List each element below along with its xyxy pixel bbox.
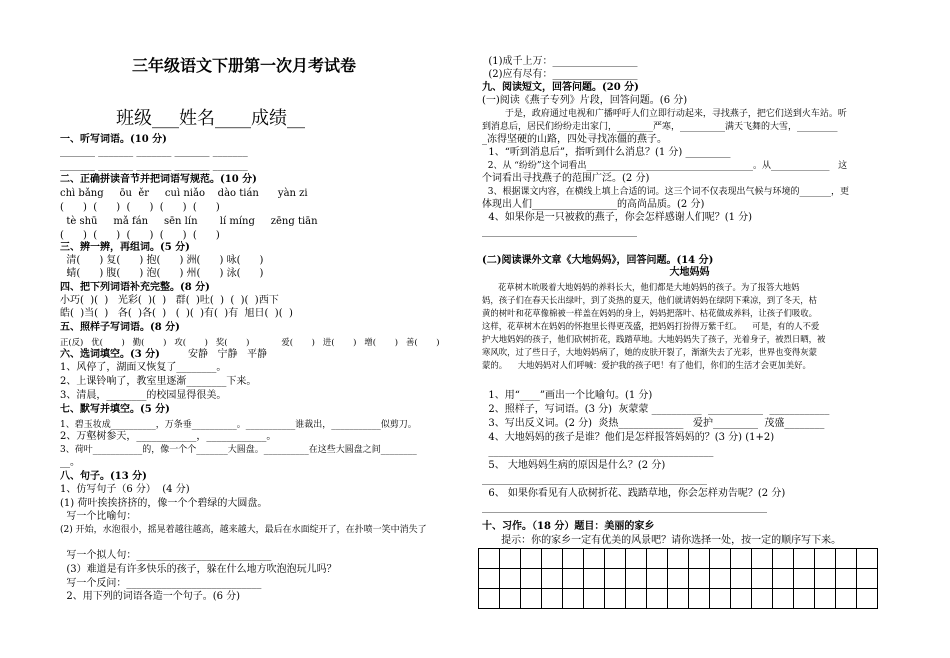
- article-line-2: 妈，孩子们在春天长出绿叶，到了炎热的夏天，他们就请妈妈在绿阴下乘凉，到了冬天，枯: [482, 295, 817, 305]
- grid-cell[interactable]: [731, 589, 752, 609]
- article-line-4: 这样，花草树木在妈妈的怀抱里长得更茂盛，把妈妈打扮得万紫千红。 可是，有的人不爱: [482, 321, 820, 331]
- antonym-row: 正(反) 优( ) 勤( ) 攻( ) 奖( ) 爱( ) 进( ) 增( ) 善( ): [60, 337, 440, 347]
- grid-cell[interactable]: [710, 549, 731, 569]
- reading-2-answer-line-4: _____________________________________________: [482, 446, 714, 457]
- section-6-heading: 六、选词填空。(3 分): [60, 349, 160, 360]
- pinyin-row-2: tè shū mǎ fán sēn lín lí míng zēng tiān: [60, 216, 318, 227]
- grid-cell[interactable]: [710, 589, 731, 609]
- metaphor-prompt: 写一个比喻句：: [60, 511, 137, 522]
- grid-cell[interactable]: [794, 589, 815, 609]
- grid-cell[interactable]: [857, 589, 878, 609]
- article-title: [482, 267, 897, 279]
- reading-2-question-3: 3、写出反义词。(2 分) 炎热_____________ 爱护_________ 茂盛________: [482, 418, 825, 429]
- section-8-heading: 八、句子。(13 分): [60, 471, 147, 482]
- grid-cell[interactable]: [500, 569, 521, 589]
- grid-cell[interactable]: [626, 549, 647, 569]
- reading-1-question-3-cont: 体现出人们_________________的高尚品质。(2 分): [482, 199, 705, 210]
- grid-cell[interactable]: [752, 549, 773, 569]
- grid-cell[interactable]: [500, 589, 521, 609]
- answer-brackets-row-1: ( ) ( ) ( ) ( ) ( ): [60, 202, 220, 213]
- section-4-heading: 四、把下列词语补充完整。(8 分): [60, 282, 210, 293]
- reading-1-question-4: 4、如果你是一只被救的燕子，你会怎样感谢人们呢？(1 分): [482, 212, 753, 223]
- word-choices: 安静 宁静 平静: [188, 349, 268, 360]
- reading-1-question-3: 3、根据课文内容，在横线上填上合适的词。这三个词不仅表现出气候与环境的_______，更: [482, 187, 849, 197]
- article-line-3: 黄的树叶和花草像棉被一样盖在妈妈的身上，妈妈把落叶、枯花做成养料，让孩子们吸收。: [482, 308, 817, 318]
- idiom-row-1: 小巧( )( ) 光彩( )( ) 群( )吐( ) ( )( )西下: [60, 295, 279, 306]
- section-7-heading: 七、默写并填空。(5 分): [60, 404, 170, 415]
- grid-cell[interactable]: [836, 589, 857, 609]
- reading-2-question-2: 2、照样子，写词语。(3 分) 灰蒙蒙 __________ ___________ ____________: [482, 404, 830, 415]
- section-2-heading: 二、正确拼读音节并把词语写规范。(10 分): [60, 174, 257, 185]
- composition-hint: 提示：你的家乡一定有优美的风景吧？请你选择一处，按一定的顺序写下来。: [482, 535, 842, 546]
- pinyin-row-1: chì bǎng ōu ěr cuì niǎo dào tián yàn zi: [60, 188, 308, 199]
- section-10-heading: 十、习作。（18 分）题目：美丽的家乡: [482, 521, 655, 532]
- reading-1-question-2: 2、从 “纷纷”这个词看出_____________________________________。从_____________ 这: [482, 161, 848, 171]
- grid-cell[interactable]: [731, 549, 752, 569]
- section-1-heading: 一、听写词语。(10 分): [60, 134, 167, 145]
- grid-cell[interactable]: [479, 569, 500, 589]
- dictation-blanks-1: _______ _______ _______ _______ _______: [60, 146, 248, 157]
- grid-cell[interactable]: [857, 549, 878, 569]
- fill-question-1: 1、风停了，湖面又恢复了________。: [60, 362, 227, 373]
- grid-cell[interactable]: [857, 569, 878, 589]
- grid-cell[interactable]: [794, 569, 815, 589]
- grid-cell[interactable]: [563, 589, 584, 609]
- grid-cell[interactable]: [479, 589, 500, 609]
- reading-1-question-2-cont: 个词看出寻找燕子的范围广泛。(2 分): [482, 173, 650, 184]
- grid-cell[interactable]: [836, 569, 857, 589]
- word-pairs-row-2: 蜻( ) 腹( ) 泡( ) 州( ) 泳( ): [60, 268, 264, 279]
- article-line-6: 寒风吹，过了些日子，大地妈妈病了，她的皮肤开裂了，渐渐失去了光彩，世界也变得灰蒙: [482, 347, 817, 357]
- grid-cell[interactable]: [563, 569, 584, 589]
- fill-question-3: 3、清晨，________的校园显得很美。: [60, 390, 227, 401]
- grid-cell[interactable]: [584, 569, 605, 589]
- grid-cell[interactable]: [752, 589, 773, 609]
- poem-question-3-cont: __。: [60, 457, 80, 468]
- passage-1-line-2: 到消息后，居民们纷纷走出家门，________严寒，__________满天飞舞的大雪，_________: [482, 122, 838, 132]
- idiom-sentence-2: (2)应有尽有：_________________: [482, 69, 638, 80]
- grid-cell[interactable]: [689, 549, 710, 569]
- grid-cell[interactable]: [542, 589, 563, 609]
- article-line-7: 蒙的。 大地妈妈对人们呼喊：爱护我的孩子吧！有了他们，你们的生活才会更加美好。: [482, 360, 811, 370]
- reading-2-question-5: 5、 大地妈妈生病的原因是什么？(2 分): [482, 460, 666, 471]
- grid-cell[interactable]: [479, 549, 500, 569]
- grid-cell[interactable]: [731, 569, 752, 589]
- grid-cell[interactable]: [626, 589, 647, 609]
- grid-row: [479, 569, 878, 589]
- reading-2-question-4: 4、大地妈妈的孩子是谁？他们是怎样报答妈妈的？(3 分) (1+2): [482, 432, 775, 443]
- grid-cell[interactable]: [521, 589, 542, 609]
- poem-question-1: 1、碧玉妆成__________，万条垂__________。___________谁裁出，___________似剪刀。: [60, 420, 417, 430]
- grid-row: [479, 589, 878, 609]
- passage-1-line-1: 于是，政府通过电视和广播呼吁人们立即行动起来，寻找燕子，把它们送到火车站。听: [482, 109, 847, 119]
- grid-cell[interactable]: [584, 549, 605, 569]
- grid-cell[interactable]: [815, 589, 836, 609]
- fill-question-2: 2、上课铃响了，教室里逐渐________下来。: [60, 376, 257, 387]
- make-sentence-task: 2、用下列的词语各造一个句子。(6 分): [60, 591, 241, 602]
- grid-cell[interactable]: [605, 549, 626, 569]
- sentence-example-3: (3）难道是有许多快乐的孩子，躲在什么地方吹泡泡玩儿吗？: [60, 564, 337, 575]
- reading-2-question-1: 1、用“____”画出一个比喻句。(1 分): [482, 390, 653, 401]
- grid-cell[interactable]: [815, 549, 836, 569]
- word-pairs-row-1: 清( ) 复( ) 抱( ) 洲( ) 咏( ): [60, 255, 264, 266]
- grid-cell[interactable]: [668, 549, 689, 569]
- reading-1-question-1: 1、“听到消息后”，指听到什么消息？(1 分) _________: [482, 147, 731, 158]
- idiom-row-2: 皓( )当( ) 各( )各( ) ( )( )有( )有 旭日( )( ): [60, 308, 293, 319]
- grid-cell[interactable]: [647, 589, 668, 609]
- sentence-task-1: 1、仿写句子（6 分） (4 分): [60, 484, 190, 495]
- rhetorical-prompt: 写一个反问：___________________________: [60, 578, 262, 589]
- grid-cell[interactable]: [668, 569, 689, 589]
- poem-question-3: 3、荷叶___________的，像一个个_______大圆盘。__________在这些大圆盘之间________: [60, 445, 417, 455]
- reading-2-question-6: 6、 如果你看见有人砍树折花、践踏草地，你会怎样劝告呢？(2 分): [482, 488, 786, 499]
- reading-1-intro: (一)阅读《燕子专列》片段，回答问题。(6 分): [482, 95, 688, 106]
- reading-2-answer-line-6: _________________________________________________________: [482, 502, 767, 513]
- grid-cell[interactable]: [689, 589, 710, 609]
- answer-brackets-row-2: ( ) ( ) ( ) ( ) ( ): [60, 230, 220, 241]
- section-9-heading: 九、阅读短文，回答问题。(20 分): [482, 82, 639, 93]
- grid-cell[interactable]: [668, 589, 689, 609]
- grid-cell[interactable]: [521, 549, 542, 569]
- composition-writing-grid[interactable]: [478, 548, 878, 609]
- article-line-5: 护大地妈妈的孩子，他们砍树折花，践踏草地。大地妈妈失了孩子，光着身子，被烈日晒，被: [482, 334, 826, 344]
- grid-cell[interactable]: [689, 569, 710, 589]
- grid-cell[interactable]: [752, 569, 773, 589]
- grid-cell[interactable]: [815, 569, 836, 589]
- section-3-heading: 三、辨一辨，再组词。(5 分): [60, 242, 190, 253]
- reading-2-answer-line-5: _____________________________________________: [482, 474, 707, 485]
- reading-1-answer-line: _______________________________: [482, 226, 637, 237]
- grid-cell[interactable]: [521, 569, 542, 589]
- grid-cell[interactable]: [584, 589, 605, 609]
- reading-2-intro: (二)阅读课外文章《大地妈妈》，回答问题。(14 分): [482, 255, 714, 266]
- idiom-sentence-1: (1)成千上万：_________________: [482, 56, 638, 67]
- grid-cell[interactable]: [605, 589, 626, 609]
- dictation-blanks-2: _______ _______ _______ _______ _______: [60, 160, 248, 171]
- class-name-score-line: 班级___姓名____成绩__: [116, 108, 305, 129]
- grid-cell[interactable]: [626, 569, 647, 589]
- grid-cell[interactable]: [647, 569, 668, 589]
- personification-prompt: 写一个拟人句：___________________________: [60, 550, 272, 561]
- sentence-example-1: (1) 荷叶挨挨挤挤的，像一个个碧绿的大圆盘。: [60, 498, 268, 509]
- grid-cell[interactable]: [773, 589, 794, 609]
- passage-1-line-3: _冻得坚硬的山路，四处寻找冻僵的燕子。: [482, 134, 667, 145]
- poem-question-2: 2、万壑树参天，____________，____________。: [60, 431, 277, 442]
- grid-cell[interactable]: [500, 549, 521, 569]
- grid-cell[interactable]: [647, 549, 668, 569]
- grid-cell[interactable]: [563, 549, 584, 569]
- article-title-text: 大地妈妈: [669, 267, 710, 278]
- sentence-example-2: (2) 开始，水泡很小，摇晃着越往越高，越来越大，最后在水面绽开了，在扑喷一笑中消失了: [60, 525, 427, 535]
- grid-cell[interactable]: [836, 549, 857, 569]
- grid-cell[interactable]: [542, 549, 563, 569]
- grid-cell[interactable]: [773, 549, 794, 569]
- article-line-1: 花草树木吮吸着大地妈妈的养料长大，他们都是大地妈妈的孩子。为了报答大地妈: [482, 282, 800, 292]
- section-5-heading: 五、照样子写词语。(8 分): [60, 322, 180, 333]
- grid-cell[interactable]: [794, 549, 815, 569]
- grid-cell[interactable]: [605, 569, 626, 589]
- grid-cell[interactable]: [710, 569, 731, 589]
- grid-row: [479, 549, 878, 569]
- grid-cell[interactable]: [773, 569, 794, 589]
- page-title: 三年级语文下册第一次月考试卷: [132, 56, 357, 75]
- grid-cell[interactable]: [542, 569, 563, 589]
